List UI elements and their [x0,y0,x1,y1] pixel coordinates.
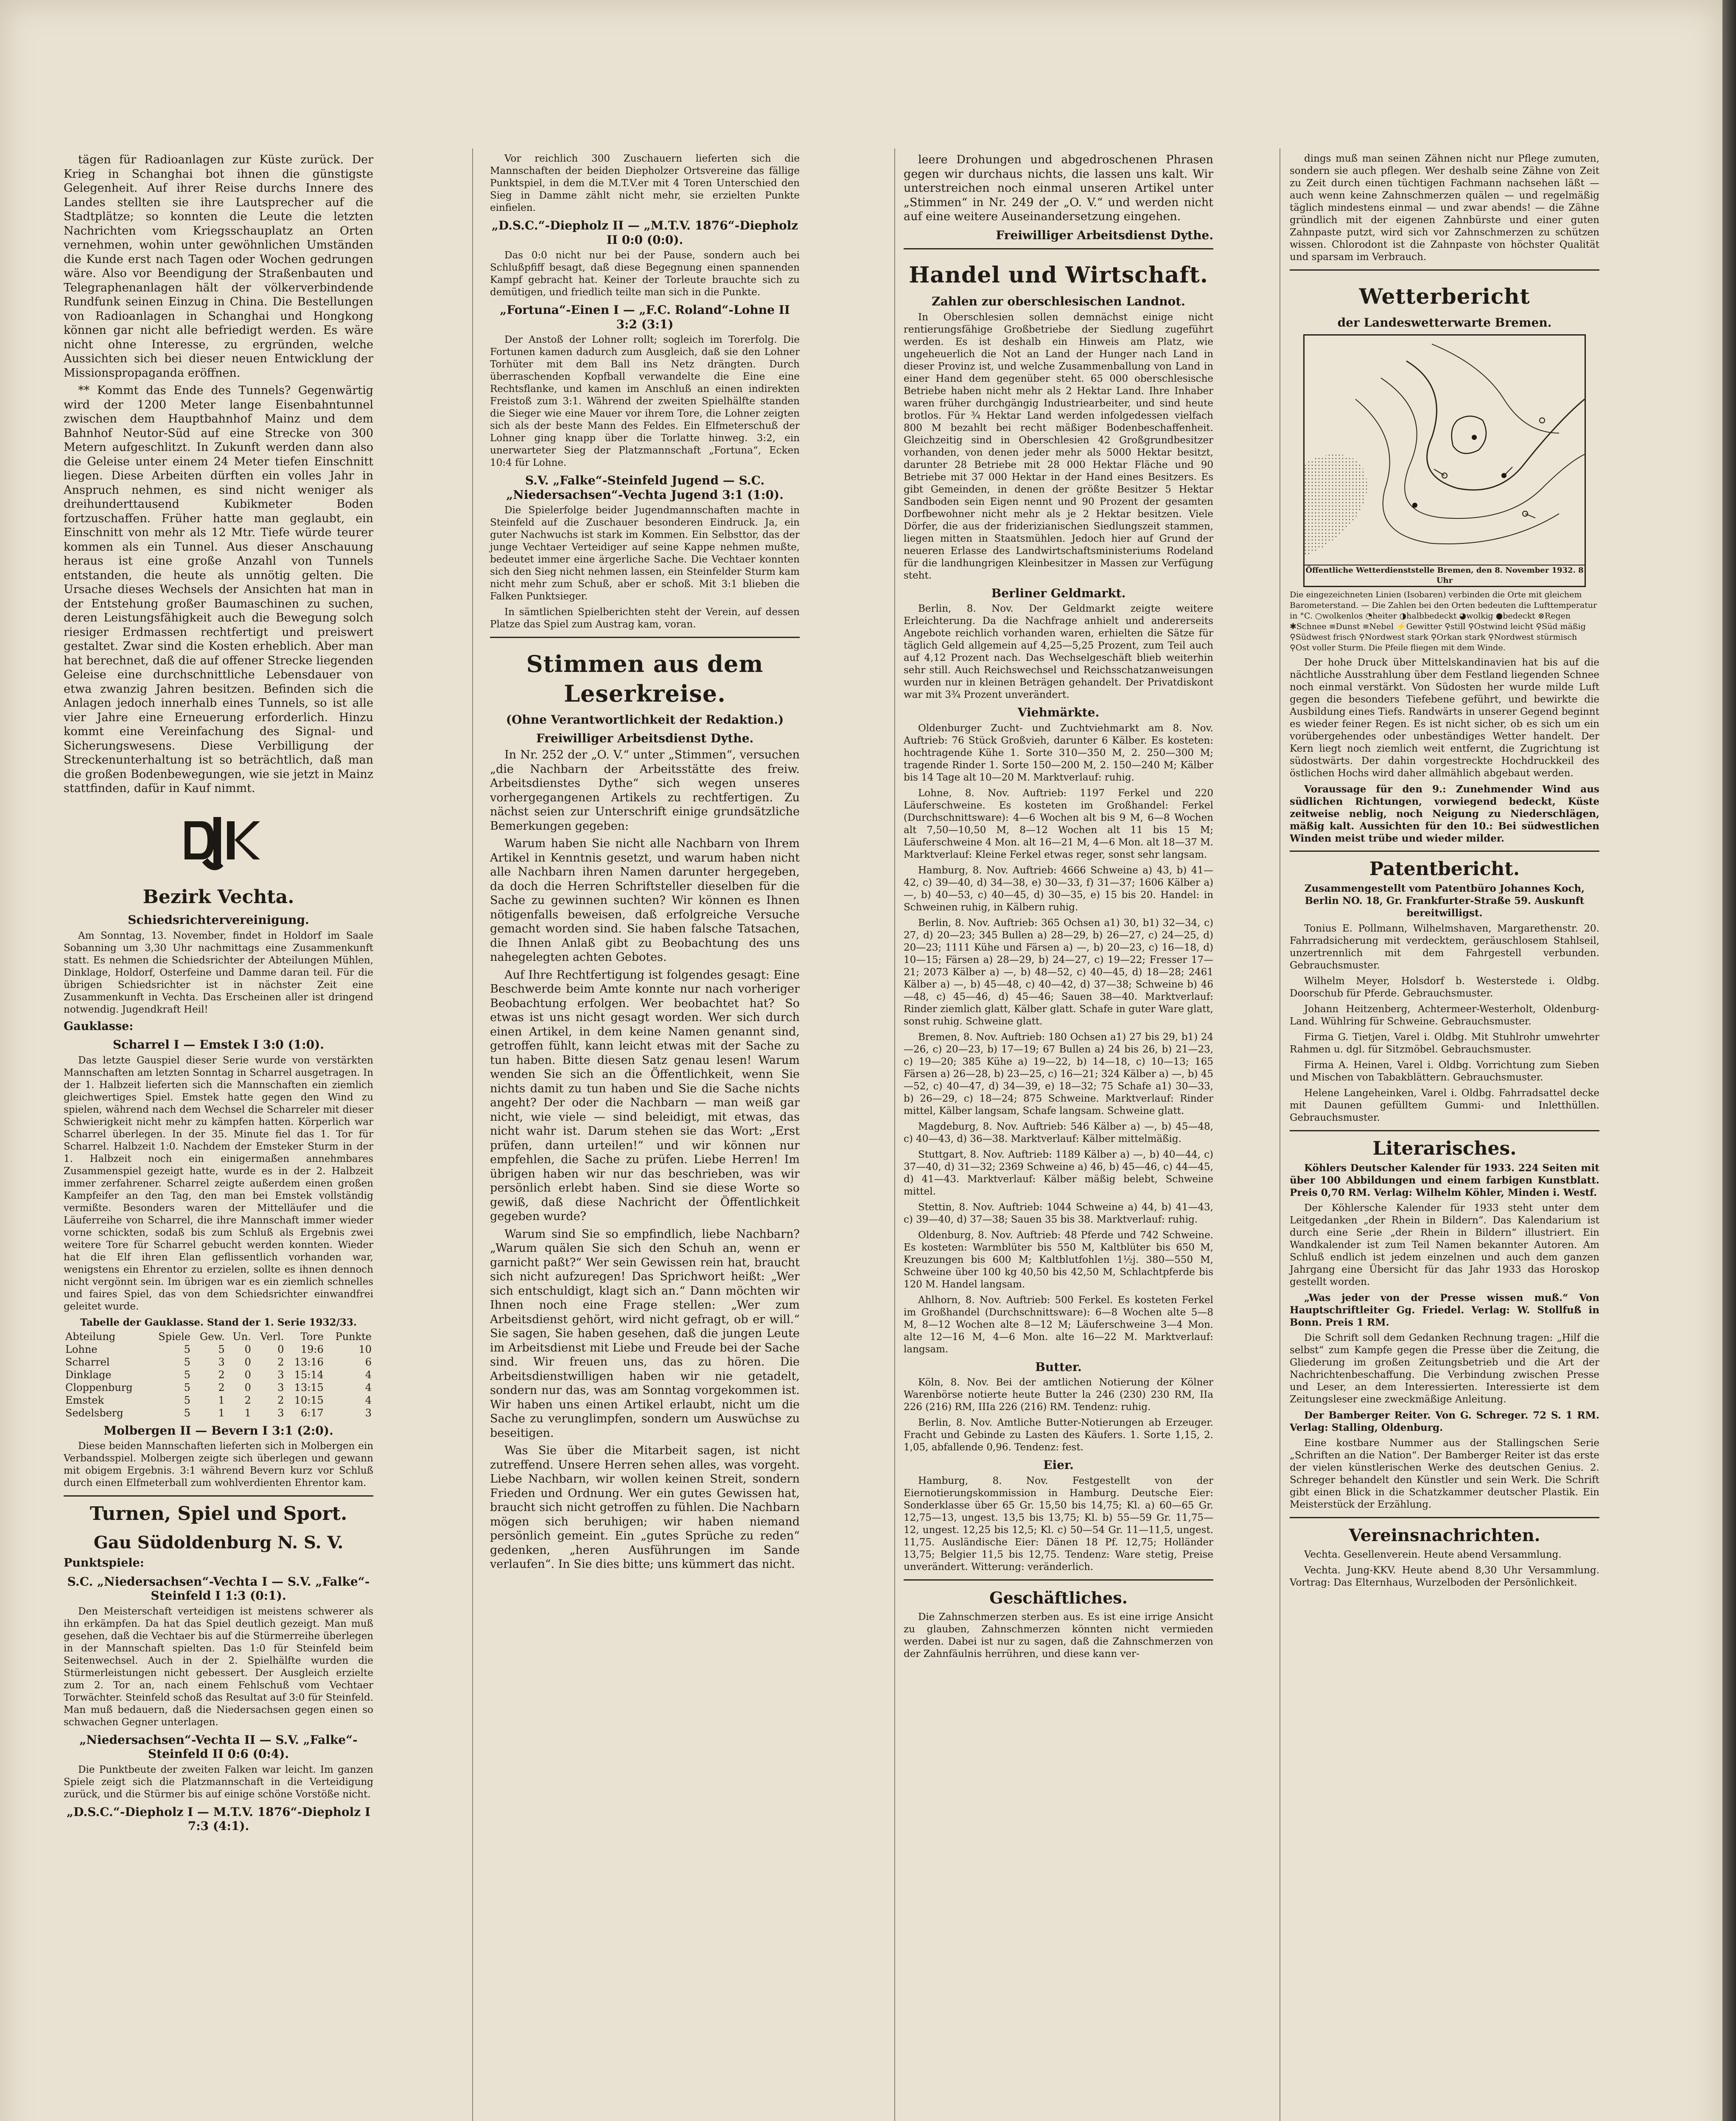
table-cell: 0 [277,1343,284,1355]
paragraph: Köhlers Deutscher Kalender für 1933. 224 Seiten mit über 100 Abbildungen und einem farbigen Kunstblatt. Preis 0,70 RM. Verlag: Wilhelm Köhler, Minden i. Westf. [1290,1162,1599,1198]
table-cell: 3 [218,1356,225,1368]
wetter-subtitle: der Landeswetterwarte Bremen. [1337,316,1552,330]
paragraph: Hamburg, 8. Nov. Auftrieb: 4666 Schweine a) 43, b) 41—42, c) 39—40, d) 34—38, e) 30—33, f) 31—37; 1606 Kälber a) —, b) 40—53, c) 40—45, d) 30—35, e) 15 bis 20. Handel: in Schweinen ruhig, in Kälbern ruhig. [904,865,1213,913]
table-cell: 6:17 [300,1407,324,1419]
paragraph: Bremen, 8. Nov. Auftrieb: 180 Ochsen a1) 27 bis 29, b1) 24—26, c) 20—23, b) 17—19; 67 Bullen a) 24 bis 26, b) 21—23, c) 19—20; 385 Kühe a) 19—22, b) 14—18, c) 10—13; 165 Färsen a) 26—28, b) 23—25, c) 16—21; 324 Kälber a) —, b) 45—52, c) 40—47, d) 34—39, e) 18—32; 75 Schafe a1) 30—33, b) 26—29, c) 18—24; 875 Schweine. Marktverlauf: Rinder mittel, Kälber langsam, Schafe langsam. Schweine glatt. [904,1031,1213,1116]
djk-logo-icon [176,813,261,876]
table-cell: 0 [244,1356,251,1368]
paragraph: Das letzte Gauspiel dieser Serie wurde von verstärkten Mannschaften am letzten Sonntag in Scharrel ausgetragen. In der 1. Halbzeit lieferten sich die Mannschaften ein ziemlich gleichwertiges Spiel. Emstek hatte gegen den Wind zu spielen, während nach dem Wechsel die Scharreler mit dieser Schwierigkeit nicht mehr zu kämpfen hatten. Körperlich war Scharrel überlegen. In der 35. Minute fiel das 1. Tor für Scharrel. Halbzeit 1:0. Nachdem der Emsteker Sturm in der 1. Halbzeit noch ein einigermaßen annehmbares Zusammenspiel gezeigt hatte, wurde es in der 2. Halbzeit immer zerfahrener. Scharrel zeigte außerdem einen großen Kampfeifer an den Tag, den man bei Emstek vollständig vermißte. Besonders waren der Mittelläufer und die Läuferreihe von Scharrel, die ihre Mannschaft immer wieder vorne schickten, sodaß bis zum Schluß als Ergebnis zwei weitere Tore für Scharrel gebucht werden konnten. Wieder hat die Elf ihren Elan geflissentlich vorhanden war, wenigstens ein Ehrentor zu erzielen, sollte es ihnen dennoch nicht vergönnt sein. Im übrigen war es ein ziemlich schnelles und faires Spiel, das von dem Schiedsrichter einwandfrei geleitet wurde. [64,1055,373,1312]
match-title: „D.S.C.“-Diepholz I — M.T.V. 1876“-Diepholz I 7:3 (4:1). [66,1805,371,1833]
header-cell: Tore [300,1330,324,1343]
paragraph: Der hohe Druck über Mittelskandinavien hat bis auf die nächtliche Ausstrahlung über dem Festland liegenden Schnee noch einmal verstärkt. Von Südosten her wurde milde Luft gegen die besonders Tiefebene geführt, und bewirkte die Ausbildung eines Tiefs. Randwärts in unserer Gegend beginnt es wieder feiner Regen. Es ist nicht sicher, ob es sich um ein vorübergehendes oder unbeständiges Wetter handelt. Der Kern liegt noch ziemlich weit entfernt, die Zugrichtung ist südostwärts. Der dahin vorgestreckte Hochdruckkeil des östlichen Hochs wird daher allmählich abgebaut werden. [1290,657,1599,779]
eier-title: Eier. [1043,1458,1074,1472]
table-cell: Cloppenburg [65,1381,133,1393]
table-cell: Scharrel [65,1356,110,1368]
table-cell: 10 [358,1343,372,1355]
paragraph: Am Sonntag, 13. November, findet in Holdorf im Saale Sobanning um 3,30 Uhr nachmittags eine Zusammenkunft statt. Es nehmen die Schiedsrichter der Abteilungen Mühlen, Dinklage, Holdorf, Osterfeine und Damme daran teil. Für die übrigen Schiedsrichter ist in nächster Zeit eine Zusammenkunft in Vechta. Das Erscheinen aller ist dringend notwendig. Jugendkraft Heil! [64,930,373,1015]
table-cell: 13:16 [294,1356,324,1368]
divider [1290,269,1599,271]
weather-map-icon [1305,336,1585,586]
paragraph: Berlin, 8. Nov. Der Geldmarkt zeigte weitere Erleichterung. Da die Nachfrage anhielt und andererseits Angebote reichlich vorhanden waren, erhielten die Sätze für täglich Geld allgemein auf 4,25—5,25 Prozent, zum Teil auch auf 4,12 Prozent nach. Das Wechselgeschäft blieb weiterhin sehr still. Auch Reichswechsel und Reichsschatzanweisungen wurden nur in kleinen Beträgen gehandelt. Der Privatdiskont war mit 3¾ Prozent unverändert. [904,603,1213,700]
divider [904,248,1213,249]
standings-table [64,1330,373,1419]
column-rule [472,148,473,2121]
patent-title: Patentbericht. [1369,858,1520,880]
map-caption: Öffentliche Wetterdienststelle Bremen, den 8. November 1932. 8 Uhr [1305,565,1585,586]
table-row [64,1394,373,1407]
paragraph: Lohne, 8. Nov. Auftrieb: 1197 Ferkel und 220 Läuferschweine. Es kosteten im Großhandel: Ferkel (Durchschnittsware): 4—6 Wochen alt bis 9 M, 6—8 Wochen alt 7,50—10,50 M, 8—12 Wochen alt 11 bis 15 M; Läuferschweine 4 Mon. alt 16—21 M, 4—6 Mon. alt 18—37 M. Marktverlauf: Kleine Ferkel etwas reger, sonst sehr langsam. [904,787,1213,860]
paragraph: Oldenburg, 8. Nov. Auftrieb: 48 Pferde und 742 Schweine. Es kosteten: Warmblüter bis 550 M, Kaltblüter bis 650 M, Kreuzungen bis 600 M; Kaltblutfohlen 1½j. 380—550 M, Schweine über 100 kg 40,50 bis 42,50 M, Schlachtpferde bis 120 M. Handel langsam. [904,1229,1213,1290]
header-cell: Spiele [158,1330,190,1343]
table-row [64,1368,373,1381]
paragraph: Die Schrift soll dem Gedanken Rechnung tragen: „Hilf die selbst“ zum Kampfe gegen die Presse über die Zeitung, die Gliederung im großen Zeitungsbetrieb und die Art der Nachrichtenbeschaffung. Die Verbindung zwischen Presse und Leser, an dem Interessierten. Interessierte ist dem Zeitungsleser eine zweckmäßige Anleitung. [1290,1332,1599,1405]
table-cell: 0 [244,1368,251,1381]
paragraph: Warum haben Sie nicht alle Nachbarn von Ihrem Artikel in Kenntnis gesetzt, und warum haben nicht alle Nachbarn ihren Namen darunter hergegeben, da doch die Herren Schriftsteller dieselben für die Sache zu gewinnen suchten? Wir können es Ihnen nötigenfalls beweisen, daß erfolgreiche Versuche gemacht worden sind. Sie haben falsche Tatsachen, die Ihnen Anlaß gibt zu Beobachtung des uns nahegelegten achten Gebotes. [490,837,800,964]
column-rule [894,148,895,2121]
paragraph: Was Sie über die Mitarbeit sagen, ist nicht zutreffend. Unsere Herren sehen alles, was vorgeht. Liebe Nachbarn, wir wollen keinen Streit, sondern Frieden und Ordnung. Wer ein gutes Gewissen hat, braucht sich nicht getroffen zu fühlen. Die Nachbarn mögen sich beruhigen; wir haben niemand persönlich gemeint. Ein „gutes Sprüche zu reden“ gedenken, „heren Ausführungen im Sande verlaufen“. In Sie dies bitte; uns kümmert das nicht. [490,1444,800,1571]
paragraph: Köln, 8. Nov. Bei der amtlichen Notierung der Kölner Warenbörse notierte heute Butter la 246 (230) 230 RM, IIa 226 (216) RM, IIIa 226 (216) RM. Tendenz: ruhig. [904,1377,1213,1413]
paragraph: Voraussage für den 9.: Zunehmender Wind aus südlichen Richtungen, vorwiegend bedeckt, Küste zeitweise neblig, noch Neigung zu Niederschlägen, mäßig kalt. Aussichten für den 10.: Bei südwestlichen Winden meist trübe und wieder milder. [1290,783,1599,844]
stimmen-subtitle: (Ohne Verantwortlichkeit der Redaktion.) [506,713,784,727]
paragraph: Der Anstoß der Lohner rollt; sogleich im Torerfolg. Die Fortunen kamen dadurch zum Ausgleich, daß sie den Lohner Torhüter mit dem Ball ins Netz drängten. Durch überraschenden Kopfball verwandelte die Eine eine Rechtsflanke, und kamen im Anschluß an einen indirekten Freistoß zum 3:1. Während der zweiten Spielhälfte standen die Sieger wie eine Mauer vor ihrem Tore, die Lohner zeigten sich als der beste Mann des Feldes. Ein Elfmeterschuß der Lohner ging knapp über die Torlatte hinweg. 3:2, ein unerwarteter Sieg der Platzmannschaft „Fortuna“, Ecken 10:4 für Lohne. [490,334,800,468]
paragraph: Vechta. Jung-KKV. Heute abend 8,30 Uhr Versammlung. Vortrag: Das Elternhaus, Wurzelboden der Persönlichkeit. [1290,1564,1599,1588]
fa-signature: Freiwilliger Arbeitsdienst Dythe. [996,228,1213,242]
table-cell: 2 [277,1356,284,1368]
schieds-title: Schiedsrichtervereinigung. [128,913,309,927]
lit-title: Literarisches. [1372,1137,1517,1159]
table-cell: 0 [244,1381,251,1393]
table-cell: 1 [218,1407,225,1419]
column-3 [904,153,1213,1664]
table-cell: 5 [184,1407,190,1419]
divider [1290,851,1599,852]
page-binding-edge [1722,0,1736,2121]
table-cell: 2 [277,1394,284,1406]
divider [1290,1517,1599,1518]
wetter-title: Wetterbericht [1359,284,1530,309]
paragraph: Helene Langeheinken, Varel i. Oldbg. Fahrradsattel decke mit Daunen gefülltem Gummi- und Inletthüllen. Gebrauchsmuster. [1290,1087,1599,1123]
stimmen-title: Stimmen aus dem Leserkreise. [526,650,764,707]
table-title: Tabelle der Gauklasse. Stand der 1. Serie 1932/33. [80,1316,357,1328]
table-cell: 4 [365,1368,372,1381]
table-cell: 5 [184,1368,190,1381]
paragraph: Hamburg, 8. Nov. Festgestellt von der Eiernotierungskommission in Hamburg. Deutsche Eier: Sonderklasse über 65 Gr. 15,50 bis 14,75; Kl. a) 60—65 Gr. 12,75—13, ungest. 13,5 bis 13,75; Kl. b) 55—59 Gr. 11,75—12, ungest. 12,25 bis 12,5; Kl. c) 50—54 Gr. 11—11,5, ungest. 11,75. Ausländische Eier: Dänen 18 Pf. 12,75; Holländer 13,75; Belgier 11,5 bis 12,75. Tendenz: Ware stetig, Preise unverändert. Witterung: veränderlich. [904,1475,1213,1573]
paragraph: Diese beiden Mannschaften lieferten sich in Molbergen ein Verbandsspiel. Molbergen zeigte sich überlegen und gewann mit obigem Ergebnis. 3:1 während Bevern kurz vor Schluß durch einen Elfmeterball zum wohlverdienten Ehrentor kam. [64,1441,373,1489]
table-cell: 5 [218,1343,225,1355]
header-cell: Verl. [260,1330,284,1343]
table-cell: 5 [184,1381,190,1393]
paragraph: leere Drohungen und abgedroschenen Phrasen gegen wir durchaus nichts, die lassen uns kalt. Wir unterstreichen noch einmal unseren Artikel unter „Stimmen“ in Nr. 249 der „O. V.“ und werden nicht auf eine weitere Auseinandersetzung eingehen. [904,153,1213,223]
table-cell: 19:6 [300,1343,324,1355]
paragraph: „Was jeder von der Presse wissen muß.“ Von Hauptschriftleiter Gg. Friedel. Verlag: W. Stollfuß in Bonn. Preis 1 RM. [1290,1292,1599,1328]
paragraph: Die Punktbeute der zweiten Falken war leicht. Im ganzen Spiele zeigt sich die Platzmannschaft in die Verteidigung zurück, und die Stürmer bis auf einige schöne Vorstöße nicht. [64,1764,373,1800]
table-cell: 4 [365,1381,372,1393]
vieh-title: Viehmärkte. [1017,705,1100,719]
paragraph: Der Bamberger Reiter. Von G. Schreger. 72 S. 1 RM. Verlag: Stalling, Oldenburg. [1290,1409,1599,1433]
bezirk-title: Bezirk Vechta. [143,886,294,908]
map-legend: Die eingezeichneten Linien (Isobaren) verbinden die Orte mit gleichem Barometerstand. — Die Zahlen bei den Orten bedeuten die Lufttemperatur in °C. ○wolkenlos ◔heiter ◑halbbedeckt ◕wolkig ●bedeckt ⊗Regen ✱Schnee ≡Dunst ≡Nebel ⚡Gewitter ⚲still ⚲Ostwind leicht ⚲Süd mäßig ⚲Südwest frisch ⚲Nordwest stark ⚲Orkan stark ⚲Nordwest stürmisch ⚲Ost voller Sturm. Die Pfeile fliegen mit dem Winde. [1290,590,1597,652]
divider [904,1579,1213,1581]
verein-title: Vereinsnachrichten. [1349,1525,1540,1545]
paragraph: Warum sind Sie so empfindlich, liebe Nachbarn? „Warum quälen Sie sich den Schuh an, wenn er garnicht paßt?“ Wer sein Gewissen rein hat, braucht sich nicht aufzuregen! Das Sprichwort heißt: „Wer sich entschuldigt, klagt sich an.“ Dann möchten wir Ihnen noch eine Frage stellen: „Wer zum Arbeitsdienst gehört, wird nicht gefragt, ob er will.“ Sie sagen, Sie haben gesehen, daß die jungen Leute im Arbeitsdienst mit Liebe und Freude bei der Sache sind. Wir freuen uns, das zu hören. Die Arbeitsdienstwilligen haben wir nie getadelt, sondern nur das, was am Sonntag vorgekommen ist. Wir haben uns einen Artikel erlaubt, nicht um die Sache zu verunglimpfen, sondern um Auswüchse zu beseitigen. [490,1227,800,1440]
match-title: „Niedersachsen“-Vechta II — S.V. „Falke“-Steinfeld II 0:6 (0:4). [79,1732,358,1761]
paragraph: Berlin, 8. Nov. Amtliche Butter-Notierungen ab Erzeuger. Fracht und Gebinde zu Lasten des Käufers. 1. Sorte 1,15, 2. 1,05, abfallende 0,96. Tendenz: fest. [904,1417,1213,1453]
paragraph: Magdeburg, 8. Nov. Auftrieb: 546 Kälber a) —, b) 45—48, c) 40—43, d) 36—38. Marktverlauf: Kälber mittelmäßig. [904,1121,1213,1144]
match-title: „Fortuna“-Einen I — „F.C. Roland“-Lohne II 3:2 (3:1) [500,303,790,331]
table-cell: 3 [277,1368,284,1381]
header-cell: Abteilung [65,1330,116,1343]
column-2 [490,153,800,1575]
divider [1290,1130,1599,1131]
table-row [64,1407,373,1419]
table-cell: Emstek [65,1394,104,1406]
header-cell: Punkte [335,1330,372,1343]
paragraph: Vechta. Gesellenverein. Heute abend Versammlung. [1304,1549,1562,1560]
table-cell: 10:15 [294,1394,324,1406]
match-title: Scharrel I — Emstek I 3:0 (1:0). [112,1038,325,1052]
table-row [64,1381,373,1394]
match-title: S.V. „Falke“-Steinfeld Jugend — S.C. „Niedersachsen“-Vechta Jugend 3:1 (1:0). [506,473,784,502]
paragraph: Stettin, 8. Nov. Auftrieb: 1044 Schweine a) 44, b) 41—43, c) 39—40, d) 37—38; Sauen 35 bis 38. Marktverlauf: ruhig. [904,1201,1213,1225]
table-row [64,1343,373,1356]
table-cell: 2 [244,1394,251,1406]
paragraph: Tonius E. Pollmann, Wilhelmshaven, Margarethenstr. 20. Fahrradsicherung mit verdecktem, geräuschlosem Stahlseil, unzertrennlich mit dem Fahrgestell verbunden. Gebrauchsmuster. [1290,923,1599,971]
match-title: „D.S.C.“-Diepholz II — „M.T.V. 1876“-Diepholz II 0:0 (0:0). [491,218,798,247]
table-cell: 13:15 [294,1381,324,1393]
table-cell: 4 [365,1394,372,1406]
table-cell: Dinklage [65,1368,112,1381]
table-cell: 6 [365,1356,372,1368]
paragraph: Das 0:0 nicht nur bei der Pause, sondern auch bei Schlußpfiff besagt, daß diese Begegnung einen spannenden Kampf gebracht hat. Keiner der Torleute brauchte sich zu demütigen, und friedlich teilte man sich in die Punkte. [490,250,800,298]
table-cell: 0 [244,1343,251,1355]
paragraph: Den Meisterschaft verteidigen ist meistens schwerer als ihn erkämpfen. Da hat das Spiel deutlich gezeigt. Man muß gesehen, daß die Vechtaer bis auf die Stürmerreihe überlegen in der Mannschaft spielten. Das 1:0 für Steinfeld beim Seitenwechsel. Auch in der 2. Spielhälfte wurden die Stürmerleistungen nicht gebessert. Der Ausgleich erzielte zum 2. Tor an, nach einem Fehlschuß vom Vechtaer Torwächter. Steinfeld schoß das Resultat auf 3:0 für Steinfeld. Man muß bedauern, daß die Niedersachsen gegen einen so schwachen Gegner unterlagen. [64,1606,373,1728]
gauklasse-label: Gauklasse: [64,1019,134,1033]
table-cell: Lohne [65,1343,98,1355]
paragraph: tägen für Radioanlagen zur Küste zurück. Der Krieg in Schanghai bot ihnen die günstigste Gelegenheit. Auf ihrer Reise durchs Innere des Landes stellten sie ihre Lautsprecher auf die Stadtplätze; so konnten die Leute die letzten Nachrichten vom Kriegsschauplatz an Orten vernehmen, wohin unter gewöhnlichen Umständen die Kunde erst nach Tagen oder Wochen gedrungen wäre. Also vor Beendigung der Straßenbauten und Telegraphenanlagen hält der völkerverbindende Rundfunk seinen Einzug in China. Die Bestellungen von Radioanlagen in Schanghai und Hongkong können gar nicht alle befriedigt werden. Es wäre nicht ohne Interesse, zu ergründen, welche Aussichten sich bei dieser neuen Entwicklung der Missionspropaganda eröffnen. [64,153,373,380]
paragraph: Wilhelm Meyer, Holsdorf b. Westerstede i. Oldbg. Doorschub für Pferde. Gebrauchsmuster. [1290,975,1599,999]
table-header-row [64,1330,373,1343]
column-1 [64,153,373,1836]
paragraph: Auf Ihre Rechtfertigung ist folgendes gesagt: Eine Beschwerde beim Amte konnte nur nach vorheriger Beobachtung erfolgen. Wer beobachtet hat? So etwas ist uns nicht gesagt worden. Wer sich durch einen Artikel, in dem keine Namen genannt sind, getroffen fühlt, kann leicht etwas mit der Sache zu tun haben. Bitte diesen Satz genau lesen! Warum wenden Sie sich an die Öffentlichkeit, wenn Sie nichts damit zu tun haben und Sie die Sache nichts angeht? Der oder die Nachbarn — man weiß gar nicht, wie viele — sind beleidigt, mit etwas, das nicht wahr ist. Darum stehen sie das Wort: „Erst prüfen, dann urteilen!“ und wir können nur empfehlen, die Sache zu prüfen. Liebe Herren! Im übrigen haben wir nur das beschrieben, was wir persönlich erlebt haben. Sind sie diese Worte so gewiß, daß diese Nachricht der Öffentlichkeit gegeben wurde? [490,968,800,1223]
table-cell: 3 [277,1381,284,1393]
patent-subtitle: Zusammengestellt vom Patentbüro Johannes Koch, Berlin NO. 18, Gr. Frankfurter-Straße 59. Auskunft bereitwilligst. [1304,882,1585,919]
paragraph: Die Spielerfolge beider Jugendmannschaften machte in Steinfeld auf die Zuschauer besonderen Eindruck. Ja, ein guter Nachwuchs ist stark im Kommen. Ein Selbsttor, das der junge Vechtaer Verteidiger auf seine Kappe nehmen mußte, bedeutet immer eine ärgerliche Sache. Die Vechtaer konnten sich den Sieg nicht nehmen lassen, ein Steinfelder Sturm kam nicht mehr zum Schuß, aber er schoß. Mit 3:1 blieben die Falken Punktsieger. [490,505,800,602]
table-cell: 2 [218,1368,225,1381]
paragraph: Firma A. Heinen, Varel i. Oldbg. Vorrichtung zum Sieben und Mischen von Tabakblättern. Gebrauchsmuster. [1290,1059,1599,1083]
gesch-title: Geschäftliches. [989,1588,1128,1607]
handel-title: Handel und Wirtschaft. [909,262,1208,288]
paragraph: In sämtlichen Spielberichten steht der Verein, auf dessen Platze das Spiel zum Austrag kam, voran. [490,607,800,630]
paragraph: Eine kostbare Nummer aus der Stallingschen Serie „Schriften an die Nation“. Der Bamberger Reiter ist das erste der vielen künstlerischen Werke des deutschen Genius. 2. Schreger behandelt den Künstler und sein Werk. Die Schrift gibt einen Blick in die Schatzkammer deutscher Plastik. Ein Meisterstück der Erzählung. [1290,1437,1599,1510]
header-cell: Un. [232,1330,251,1343]
table-cell: Sedelsberg [65,1407,123,1419]
match-title: S.C. „Niedersachsen“-Vechta I — S.V. „Falke“-Steinfeld I 1:3 (0:1). [67,1574,370,1603]
table-cell: 1 [218,1394,225,1406]
table-cell: 15:14 [294,1368,324,1381]
fa-title: Freiwilliger Arbeitsdienst Dythe. [536,731,754,745]
table-cell: 2 [218,1381,225,1393]
table-cell: 3 [365,1407,372,1419]
paragraph: In Oberschlesien sollen demnächst einige nicht rentierungsfähige Großbetriebe der Siedlung zugeführt werden. Es ist deshalb ein Hinweis am Platz, wie ungeheuerlich die Not an Land der Hunger nach Land in dieser Provinz ist, und welche Zusammenballung von Land in einer Hand dem gegenüber steht. 65 000 oberschlesische Betriebe haben nicht mehr als 2 Hektar Land. Ihre Inhaber waren früher durchgängig Industriearbeiter, und sind heute brotlos. Für ¾ Hektar Land werden infolgedessen vielfach 800 M bezahlt bei recht mäßiger Bodenbeschaffenheit. Gleichzeitig sind in Oberschlesien 42 Großgrundbesitzer vorhanden, von denen jeder mehr als 5000 Hektar besitzt, darunter 28 Betriebe mit 28 000 Hektar Fläche und 90 Betriebe mit 37 000 Hektar in der Hand eines Besitzers. Es gibt Gemeinden, in denen der größte Besitzer 5 Hektar Sandboden sein Eigen nennt und 90 Prozent der gesamten Dorfbewohner nicht mehr als je 2 Hektar besitzen. Viele Dörfer, die aus der friderizianischen Siedlungszeit stammen, liegen mitten in Staatsmühlen. Jedoch hier auf Grund der neueren Erlasse des Landwirtschaftsministeriums Rodeland für die landhungrigen Kleinbesitzer in Massen zur Verfügung steht. [904,311,1213,581]
paragraph: Berlin, 8. Nov. Auftrieb: 365 Ochsen a1) 30, b1) 32—34, c) 27, d) 20—23; 345 Bullen a) 28—29, b) 26—27, c) 24—25, d) 20—23; 1111 Kühe und Färsen a) —, b) 20—23, c) 16—18, d) 10—15; Färsen a) 28—29, b) 24—27, c) 19—22; Fresser 17—21; 2073 Kälber a) —, b) 48—52, c) 40—45, d) 18—28; 2461 Kälber a) —, b) 45—48, c) 40—42, d) 37—38; Schweine b) 46—48, c) 45—46, d) 45—46; Sauen 38—40. Marktverlauf: Rinder ziemlich glatt, Kälber glatt. Schafe in guter Ware glatt, sonst ruhig. Schweine glatt. [904,917,1213,1027]
column-4 [1290,153,1599,1592]
butter-title: Butter. [1035,1360,1082,1374]
paragraph: Firma G. Tietjen, Varel i. Oldbg. Mit Stuhlrohr umwehrter Rahmen u. dgl. für Sitzmöbel. Gebrauchsmuster. [1290,1031,1599,1055]
paragraph: dings muß man seinen Zähnen nicht nur Pflege zumuten, sondern sie auch pflegen. Wer deshalb seine Zähne von Zeit zu Zeit durch einen tüchtigen Fachmann nachsehen läßt — auch wenn keine Zahnschmerzen quälen — und regelmäßig täglich mindestens einmal — und zwar abends! — die Zähne gründlich mit der eigenen Zahnbürste und einer guten Zahnpaste putzt, wird sich vor Zahnschmerzen zu schützen wissen. Chlorodont ist die Zahnpaste von höchster Qualität und sparsam im Verbrauch. [1290,153,1599,263]
paragraph: Ahlhorn, 8. Nov. Auftrieb: 500 Ferkel. Es kosteten Ferkel im Großhandel (Durchschnittsware): 6—8 Wochen alte 5—8 M, 8—12 Wochen alte 8—12 M; Läuferschweine 3—4 Mon. alte 12—16 M, 4—6 Mon. alte 16—22 M. Marktverlauf: langsam. [904,1294,1213,1355]
divider [490,637,800,638]
header-cell: Gew. [199,1330,225,1343]
table-row [64,1356,373,1368]
paragraph: Oldenburger Zucht- und Zuchtviehmarkt am 8. Nov. Auftrieb: 76 Stück Großvieh, darunter 6 Kälber. Es kosteten: hochtragende Kühe 1. Sorte 310—350 M, 2. 250—300 M; tragende Rinder 1. Sorte 150—200 M, 2. 150—240 M; Kälber bis 14 Tage alt 10—20 M. Marktverlauf: ruhig. [904,722,1213,783]
divider [64,1495,373,1497]
table-cell: 5 [184,1356,190,1368]
weather-map [1303,334,1586,587]
djk-logo [64,813,373,880]
paragraph: In Nr. 252 der „O. V.“ unter „Stimmen“, versuchen „die Nachbarn der Arbeitsstätte des freiw. Arbeitsdienstes Dythe“ sich wegen unseres vorhergegangenen Artikels zu rechtfertigen. Zu nächst seien zur Unterschrift einige grundsätzliche Bemerkungen gegeben: [490,748,800,833]
gau-title: Gau Südoldenburg N. S. V. [93,1533,344,1553]
table-cell: 5 [184,1394,190,1406]
turnen-title: Turnen, Spiel und Sport. [90,1503,347,1525]
handel-subtitle: Zahlen zur oberschlesischen Landnot. [932,294,1185,308]
paragraph: Die Zahnschmerzen sterben aus. Es ist eine irrige Ansicht zu glauben, Zahnschmerzen könnten nicht vermieden werden. Dabei ist nur zu sagen, daß die Zahnschmerzen von der Zahnfäulnis herrühren, und diese kann ver- [904,1611,1213,1659]
match-title: Molbergen II — Bevern I 3:1 (2:0). [104,1423,333,1438]
table-cell: 5 [184,1343,190,1355]
table-cell: 3 [277,1407,284,1419]
geld-title: Berliner Geldmarkt. [991,586,1126,600]
paragraph: Johann Heitzenberg, Achtermeer-Westerholt, Oldenburg-Land. Wühlring für Schweine. Gebrauchsmuster. [1290,1003,1599,1027]
paragraph: Vor reichlich 300 Zuschauern lieferten sich die Mannschaften der beiden Diepholzer Ortsvereine das fällige Punktspiel, in dem die M.T.V.er mit 4 Toren Unterschied den Sieg in Damme zählt nicht mehr, sie erzielten Punkte einfielen. [490,153,800,213]
table-cell: 1 [244,1407,251,1419]
paragraph: Stuttgart, 8. Nov. Auftrieb: 1189 Kälber a) —, b) 40—44, c) 37—40, d) 31—32; 2369 Schweine a) 46, b) 45—46, c) 44—45, d) 41—43. Marktverlauf: Kälber mäßig belebt, Schweine mittel. [904,1149,1213,1197]
paragraph: Der Köhlersche Kalender für 1933 steht unter dem Leitgedanken „der Rhein in Bildern“. Das Kalendarium ist durch eine Serie „der Rhein in Bildern“ illustriert. Ein Wandkalender ist zum Teil Namen bekannter Autoren. Am Schluß endlich ist jedem einzelnen und auch dem ganzen Jahrgang eine Übersicht für das Jahr 1933 das Horoskop gestellt worden. [1290,1202,1599,1287]
punktspiele-label: Punktspiele: [64,1556,144,1570]
paragraph: ** Kommt das Ende des Tunnels? Gegenwärtig wird der 1200 Meter lange Eisenbahntunnel zwischen dem Hauptbahnhof Mainz und dem Bahnhof Neutor-Süd auf eine Strecke von 300 Metern aufgeschlitzt. In Zukunft werden dann also die Geleise unter einem 24 Meter tiefen Einschnitt liegen. Diese Arbeiten dürften ein volles Jahr in Anspruch nehmen, es sind nicht weniger als dreihunderttausend Kubikmeter Boden fortzuschaffen. Früher hatte man geglaubt, ein Einschnitt von mehr als 12 Mtr. Tiefe würde teurer kommen als ein Tunnel. Aus dieser Anschauung heraus ist eine große Anzahl von Tunnels entstanden, die heute als unnötig gelten. Die Ursache dieses Wechsels der Ansichten hat man in der Entstehung großer Baumaschinen zu suchen, deren Leistungsfähigkeit auch die Bewegung solch riesiger Erdmassen rechtfertigt und preiswert gestaltet. Zwar sind die Kosten erheblich. Aber man hat berechnet, daß die auf offener Strecke liegenden Geleise eine durchschnittliche Lebensdauer von etwa zwanzig Jahren besitzen. Befinden sich die Anlagen jedoch innerhalb eines Tunnels, so ist alle vier Jahre eine Erneuerung erforderlich. Hinzu kommt eine Vereinfachung des Signal- und Sicherungswesens. Diese Verbilligung der Streckenunterhaltung ist so beträchtlich, daß man die großen Bodenbewegungen, wie sie jetzt in Mainz stattfinden, dafür in Kauf nimmt. [64,384,373,795]
